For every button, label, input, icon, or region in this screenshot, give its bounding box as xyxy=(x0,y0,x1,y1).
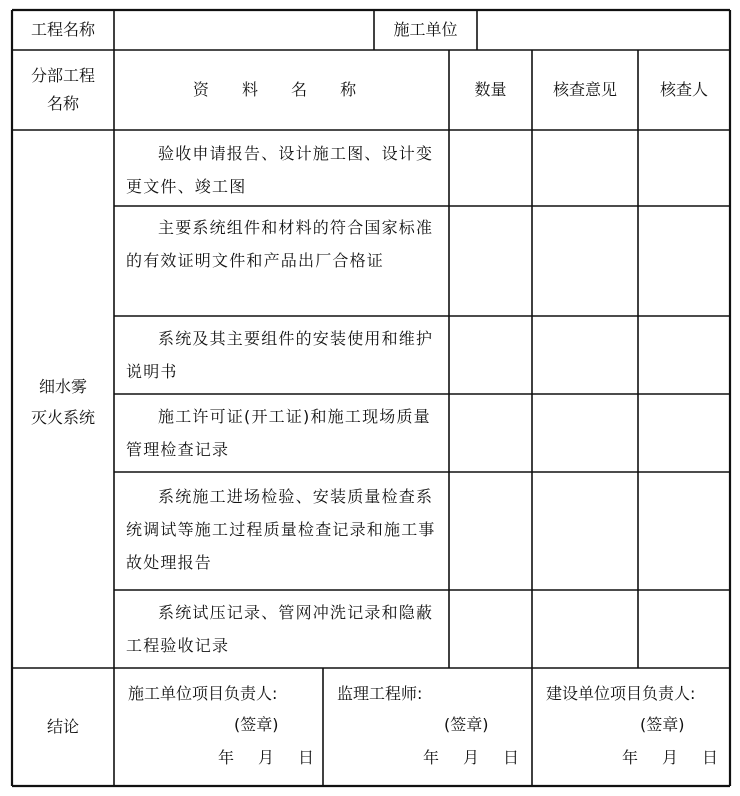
column-header-sub-project: 分部工程 名称 xyxy=(30,66,95,113)
contractor-signature-title: 施工单位项目负责人: xyxy=(128,684,278,703)
supervisor-signature-seal: (签章) xyxy=(444,715,489,734)
document-row-1-name: 验收申请报告、设计施工图、设计变更文件、竣工图 xyxy=(126,144,434,196)
column-header-review-opinion: 核查意见 xyxy=(552,80,617,99)
document-row-6-name: 系统试压记录、管网冲洗记录和隐蔽工程验收记录 xyxy=(126,603,434,655)
column-header-document-name: 资 料 名 称 xyxy=(192,80,371,99)
supervisor-signature-date: 年 月 日 xyxy=(423,748,524,767)
column-header-reviewer: 核查人 xyxy=(659,80,708,99)
system-name: 细水雾 灭火系统 xyxy=(30,377,95,427)
contractor-signature-seal: (签章) xyxy=(234,715,279,734)
document-row-2-name: 主要系统组件和材料的符合国家标准的有效证明文件和产品出厂合格证 xyxy=(126,218,434,270)
document-row-5-name: 系统施工进场检验、安装质量检查系统调试等施工过程质量检查记录和施工事故处理报告 xyxy=(126,487,436,572)
contractor-signature-date: 年 月 日 xyxy=(218,748,319,767)
document-row-3-name: 系统及其主要组件的安装使用和维护说明书 xyxy=(126,329,434,381)
conclusion-label: 结论 xyxy=(46,717,79,736)
owner-signature-title: 建设单位项目负责人: xyxy=(546,684,696,703)
column-header-quantity: 数量 xyxy=(474,80,507,99)
supervisor-signature-title: 监理工程师: xyxy=(337,684,423,703)
owner-signature-date: 年 月 日 xyxy=(622,748,723,767)
project-name-label: 工程名称 xyxy=(30,20,95,39)
document-row-4-name: 施工许可证(开工证)和施工现场质量管理检查记录 xyxy=(126,407,431,459)
owner-signature-seal: (签章) xyxy=(640,715,685,734)
contractor-label: 施工单位 xyxy=(393,20,458,39)
